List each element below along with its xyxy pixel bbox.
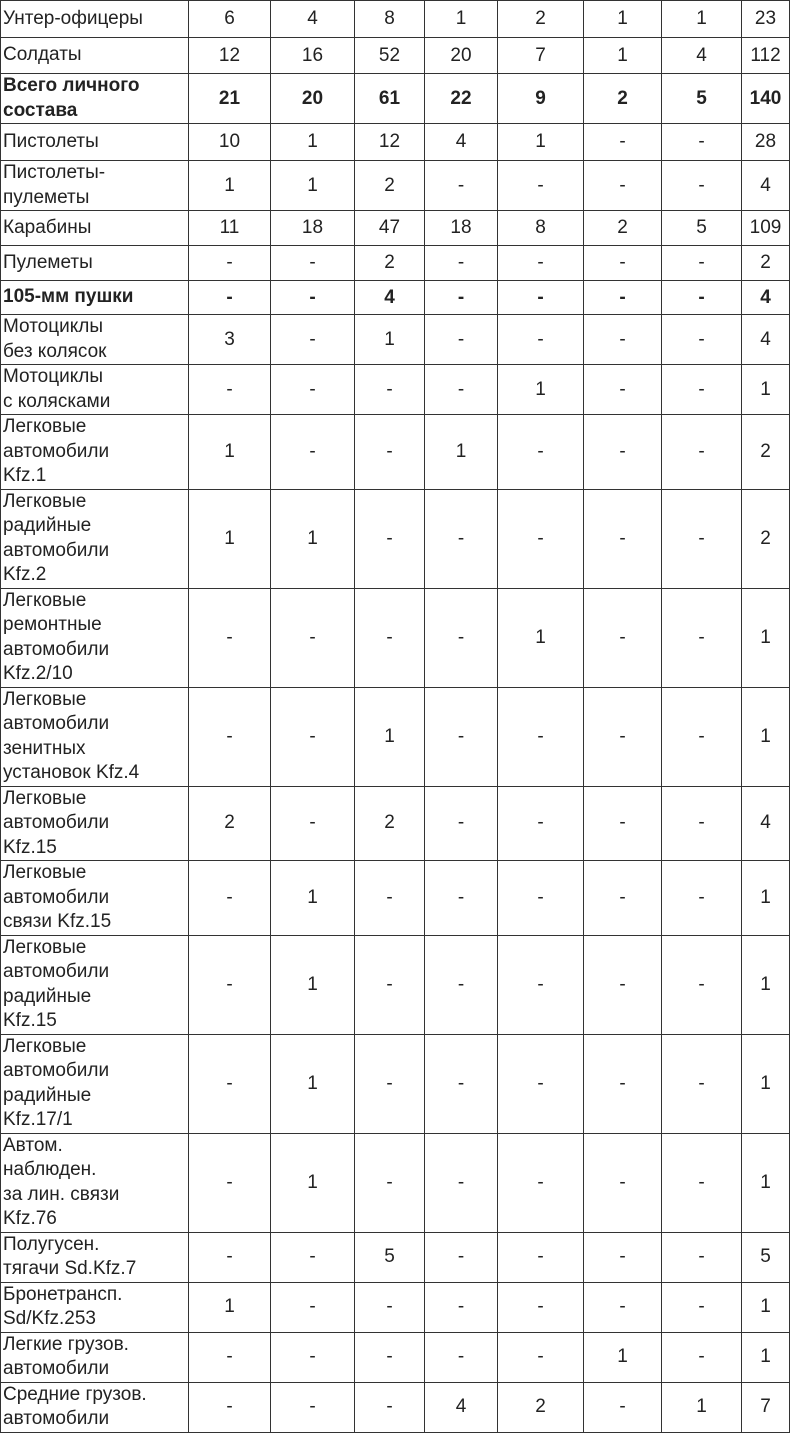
- table-row: [1, 281, 790, 315]
- value-cell: -: [498, 415, 584, 490]
- value-cell: 2: [584, 211, 662, 246]
- value-cell: 2: [355, 786, 425, 861]
- table-body: [1, 1, 790, 1433]
- total-cell: 1: [742, 1034, 790, 1133]
- value-cell: -: [662, 281, 742, 315]
- value-cell: 1: [584, 1332, 662, 1382]
- row-label: Пулеметы: [1, 246, 189, 281]
- value-cell: 5: [662, 74, 742, 124]
- value-cell: -: [498, 161, 584, 211]
- table-row: [1, 687, 790, 786]
- table-row: [1, 1, 790, 38]
- value-cell: 1: [189, 1282, 271, 1332]
- value-cell: 4: [355, 281, 425, 315]
- value-cell: -: [662, 365, 742, 415]
- value-cell: 4: [662, 38, 742, 74]
- value-cell: 3: [189, 315, 271, 365]
- row-label: Легковые автомобили связи Kfz.15: [1, 861, 189, 936]
- value-cell: -: [584, 1282, 662, 1332]
- total-cell: 1: [742, 365, 790, 415]
- value-cell: 1: [271, 124, 355, 161]
- row-label: Пистолеты: [1, 124, 189, 161]
- value-cell: -: [271, 246, 355, 281]
- value-cell: 1: [355, 315, 425, 365]
- value-cell: -: [189, 1332, 271, 1382]
- value-cell: -: [584, 365, 662, 415]
- value-cell: -: [355, 415, 425, 490]
- value-cell: -: [355, 489, 425, 588]
- value-cell: -: [271, 1232, 355, 1282]
- value-cell: -: [498, 687, 584, 786]
- value-cell: -: [498, 935, 584, 1034]
- value-cell: 2: [498, 1, 584, 38]
- table-row: [1, 38, 790, 74]
- value-cell: -: [425, 1282, 498, 1332]
- value-cell: 1: [189, 415, 271, 490]
- value-cell: 12: [189, 38, 271, 74]
- value-cell: -: [498, 1133, 584, 1232]
- table-row: [1, 861, 790, 936]
- table-row: [1, 1232, 790, 1282]
- value-cell: -: [271, 687, 355, 786]
- value-cell: -: [425, 161, 498, 211]
- total-cell: 1: [742, 861, 790, 936]
- value-cell: -: [189, 687, 271, 786]
- value-cell: -: [271, 281, 355, 315]
- value-cell: -: [584, 315, 662, 365]
- value-cell: 8: [355, 1, 425, 38]
- value-cell: 1: [425, 1, 498, 38]
- total-cell: 109: [742, 211, 790, 246]
- row-label: Мотоциклы с колясками: [1, 365, 189, 415]
- table-row: [1, 161, 790, 211]
- value-cell: -: [584, 786, 662, 861]
- value-cell: -: [662, 786, 742, 861]
- value-cell: -: [662, 935, 742, 1034]
- value-cell: 1: [271, 1034, 355, 1133]
- total-cell: 2: [742, 415, 790, 490]
- value-cell: -: [584, 861, 662, 936]
- row-label: Легковые автомобили Kfz.1: [1, 415, 189, 490]
- value-cell: 2: [189, 786, 271, 861]
- value-cell: -: [584, 161, 662, 211]
- value-cell: -: [498, 1332, 584, 1382]
- value-cell: 1: [498, 588, 584, 687]
- total-cell: 1: [742, 935, 790, 1034]
- value-cell: -: [271, 1282, 355, 1332]
- row-label: Легкие грузов. автомобили: [1, 1332, 189, 1382]
- row-label: Легковые радийные автомобили Kfz.2: [1, 489, 189, 588]
- value-cell: -: [355, 1034, 425, 1133]
- value-cell: -: [189, 281, 271, 315]
- total-cell: 1: [742, 1133, 790, 1232]
- total-cell: 1: [742, 1282, 790, 1332]
- row-label: Всего личного состава: [1, 74, 189, 124]
- value-cell: -: [355, 935, 425, 1034]
- total-cell: 140: [742, 74, 790, 124]
- value-cell: 7: [498, 38, 584, 74]
- value-cell: -: [189, 365, 271, 415]
- value-cell: 1: [271, 1133, 355, 1232]
- value-cell: 9: [498, 74, 584, 124]
- value-cell: -: [584, 124, 662, 161]
- value-cell: -: [584, 281, 662, 315]
- row-label: Легковые автомобили Kfz.15: [1, 786, 189, 861]
- value-cell: 6: [189, 1, 271, 38]
- total-cell: 7: [742, 1382, 790, 1432]
- value-cell: 61: [355, 74, 425, 124]
- row-label: Легковые автомобили радийные Kfz.17/1: [1, 1034, 189, 1133]
- row-label: Автом. наблюден. за лин. связи Kfz.76: [1, 1133, 189, 1232]
- value-cell: -: [498, 489, 584, 588]
- value-cell: 4: [425, 1382, 498, 1432]
- value-cell: -: [662, 687, 742, 786]
- value-cell: 5: [662, 211, 742, 246]
- value-cell: 1: [498, 365, 584, 415]
- table-row: [1, 246, 790, 281]
- value-cell: -: [271, 786, 355, 861]
- value-cell: 1: [271, 161, 355, 211]
- value-cell: 10: [189, 124, 271, 161]
- total-cell: 1: [742, 1332, 790, 1382]
- value-cell: -: [498, 281, 584, 315]
- value-cell: 1: [498, 124, 584, 161]
- value-cell: -: [355, 1332, 425, 1382]
- table-row: [1, 1332, 790, 1382]
- value-cell: -: [425, 246, 498, 281]
- row-label: Карабины: [1, 211, 189, 246]
- total-cell: 28: [742, 124, 790, 161]
- value-cell: -: [498, 1034, 584, 1133]
- total-cell: 4: [742, 161, 790, 211]
- value-cell: -: [662, 246, 742, 281]
- value-cell: -: [498, 786, 584, 861]
- value-cell: -: [584, 1232, 662, 1282]
- value-cell: -: [189, 935, 271, 1034]
- value-cell: -: [662, 315, 742, 365]
- total-cell: 112: [742, 38, 790, 74]
- total-cell: 1: [742, 588, 790, 687]
- value-cell: 11: [189, 211, 271, 246]
- value-cell: -: [662, 1232, 742, 1282]
- value-cell: -: [271, 1382, 355, 1432]
- row-label: Унтер-офицеры: [1, 1, 189, 38]
- value-cell: -: [662, 1034, 742, 1133]
- value-cell: -: [425, 588, 498, 687]
- value-cell: 22: [425, 74, 498, 124]
- value-cell: -: [584, 246, 662, 281]
- value-cell: -: [355, 1282, 425, 1332]
- value-cell: -: [662, 489, 742, 588]
- value-cell: -: [425, 1034, 498, 1133]
- value-cell: -: [498, 861, 584, 936]
- value-cell: -: [662, 861, 742, 936]
- value-cell: 4: [425, 124, 498, 161]
- value-cell: 52: [355, 38, 425, 74]
- value-cell: -: [425, 786, 498, 861]
- value-cell: 20: [425, 38, 498, 74]
- value-cell: -: [584, 415, 662, 490]
- value-cell: 4: [271, 1, 355, 38]
- value-cell: -: [271, 1332, 355, 1382]
- value-cell: -: [355, 861, 425, 936]
- value-cell: 5: [355, 1232, 425, 1282]
- row-label: Бронетрансп. Sd/Kfz.253: [1, 1282, 189, 1332]
- value-cell: -: [498, 1232, 584, 1282]
- value-cell: -: [355, 588, 425, 687]
- value-cell: -: [584, 1133, 662, 1232]
- value-cell: 2: [584, 74, 662, 124]
- total-cell: 2: [742, 246, 790, 281]
- value-cell: 18: [271, 211, 355, 246]
- value-cell: -: [271, 315, 355, 365]
- value-cell: -: [271, 588, 355, 687]
- value-cell: -: [425, 365, 498, 415]
- value-cell: 1: [271, 935, 355, 1034]
- row-label: Пистолеты- пулеметы: [1, 161, 189, 211]
- table-row: [1, 74, 790, 124]
- value-cell: -: [355, 1382, 425, 1432]
- value-cell: -: [271, 365, 355, 415]
- value-cell: -: [189, 861, 271, 936]
- value-cell: -: [425, 687, 498, 786]
- row-label: Легковые ремонтные автомобили Kfz.2/10: [1, 588, 189, 687]
- value-cell: 12: [355, 124, 425, 161]
- row-label: Легковые автомобили зенитных установок Kfz.4: [1, 687, 189, 786]
- table-row: [1, 786, 790, 861]
- value-cell: -: [425, 1232, 498, 1282]
- value-cell: -: [662, 1282, 742, 1332]
- value-cell: -: [584, 687, 662, 786]
- value-cell: -: [584, 588, 662, 687]
- value-cell: -: [425, 315, 498, 365]
- table-row: [1, 315, 790, 365]
- value-cell: -: [584, 935, 662, 1034]
- row-label: Полугусен. тягачи Sd.Kfz.7: [1, 1232, 189, 1282]
- table-row: [1, 588, 790, 687]
- value-cell: -: [662, 415, 742, 490]
- value-cell: 1: [189, 489, 271, 588]
- row-label: Мотоциклы без колясок: [1, 315, 189, 365]
- total-cell: 5: [742, 1232, 790, 1282]
- total-cell: 23: [742, 1, 790, 38]
- value-cell: -: [662, 124, 742, 161]
- value-cell: -: [189, 246, 271, 281]
- value-cell: -: [189, 1232, 271, 1282]
- value-cell: -: [584, 1382, 662, 1432]
- value-cell: 1: [425, 415, 498, 490]
- value-cell: 18: [425, 211, 498, 246]
- value-cell: 16: [271, 38, 355, 74]
- table-row: [1, 1133, 790, 1232]
- total-cell: 4: [742, 315, 790, 365]
- value-cell: -: [425, 1133, 498, 1232]
- value-cell: 1: [584, 1, 662, 38]
- value-cell: -: [425, 281, 498, 315]
- value-cell: -: [425, 489, 498, 588]
- value-cell: -: [662, 1133, 742, 1232]
- value-cell: 21: [189, 74, 271, 124]
- value-cell: -: [662, 1332, 742, 1382]
- value-cell: 2: [355, 246, 425, 281]
- row-label: 105-мм пушки: [1, 281, 189, 315]
- value-cell: 8: [498, 211, 584, 246]
- row-label: Солдаты: [1, 38, 189, 74]
- value-cell: 1: [271, 861, 355, 936]
- table-row: [1, 365, 790, 415]
- value-cell: -: [189, 1382, 271, 1432]
- row-label: Легковые автомобили радийные Kfz.15: [1, 935, 189, 1034]
- value-cell: 1: [271, 489, 355, 588]
- table-row: [1, 1034, 790, 1133]
- value-cell: 1: [189, 161, 271, 211]
- table-row: [1, 124, 790, 161]
- value-cell: -: [584, 489, 662, 588]
- value-cell: -: [355, 365, 425, 415]
- value-cell: 2: [355, 161, 425, 211]
- value-cell: -: [425, 1332, 498, 1382]
- value-cell: 1: [662, 1, 742, 38]
- table-row: [1, 489, 790, 588]
- value-cell: -: [271, 415, 355, 490]
- total-cell: 4: [742, 281, 790, 315]
- value-cell: -: [662, 161, 742, 211]
- value-cell: 1: [662, 1382, 742, 1432]
- value-cell: 47: [355, 211, 425, 246]
- value-cell: -: [425, 861, 498, 936]
- table-row: [1, 415, 790, 490]
- table-row: [1, 1382, 790, 1432]
- table-row: [1, 935, 790, 1034]
- value-cell: 2: [498, 1382, 584, 1432]
- value-cell: -: [355, 1133, 425, 1232]
- table-row: [1, 1282, 790, 1332]
- value-cell: -: [425, 935, 498, 1034]
- value-cell: 20: [271, 74, 355, 124]
- total-cell: 2: [742, 489, 790, 588]
- value-cell: -: [189, 1034, 271, 1133]
- value-cell: -: [189, 1133, 271, 1232]
- value-cell: -: [498, 246, 584, 281]
- value-cell: -: [498, 1282, 584, 1332]
- value-cell: -: [662, 588, 742, 687]
- table-row: [1, 211, 790, 246]
- value-cell: 1: [584, 38, 662, 74]
- value-cell: -: [189, 588, 271, 687]
- total-cell: 4: [742, 786, 790, 861]
- value-cell: -: [584, 1034, 662, 1133]
- total-cell: 1: [742, 687, 790, 786]
- row-label: Средние грузов. автомобили: [1, 1382, 189, 1432]
- value-cell: 1: [355, 687, 425, 786]
- value-cell: -: [498, 315, 584, 365]
